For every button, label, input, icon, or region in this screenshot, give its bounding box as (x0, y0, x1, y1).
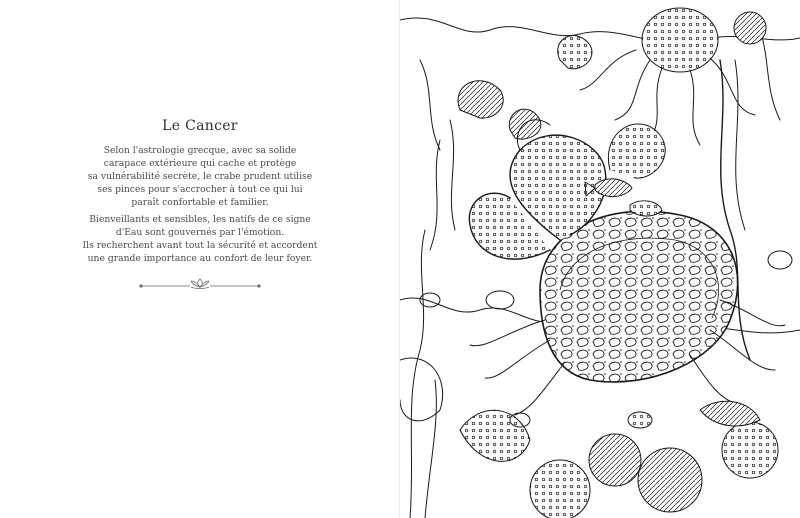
lotus-divider-icon (138, 277, 262, 291)
crab-coloring-illustration (400, 0, 800, 518)
text-line: d'Eau sont gouvernés par l'émotion. (115, 227, 285, 239)
text-line: ses pinces pour s'accrocher à tout ce qui lui (97, 184, 303, 196)
text-line: Bienveillants et sensibles, les natifs de ce signe (89, 214, 311, 225)
intro-paragraph (80, 144, 320, 209)
text-line: sa vulnérabilité secrète, le crabe prudent utilise (87, 171, 313, 183)
traits-paragraph (80, 213, 320, 265)
text-line: Ils recherchent avant tout la sécurité et accordent (82, 240, 318, 252)
text-line: une grande importance au confort de leur foyer. (87, 253, 313, 265)
text-line: paraît confortable et familier. (131, 197, 269, 209)
page-title: Le Cancer (162, 118, 238, 134)
right-page (400, 0, 800, 518)
text-line: carapace extérieure qui cache et protège (103, 158, 297, 170)
text-line: Selon l'astrologie grecque, avec sa solide (103, 145, 297, 156)
